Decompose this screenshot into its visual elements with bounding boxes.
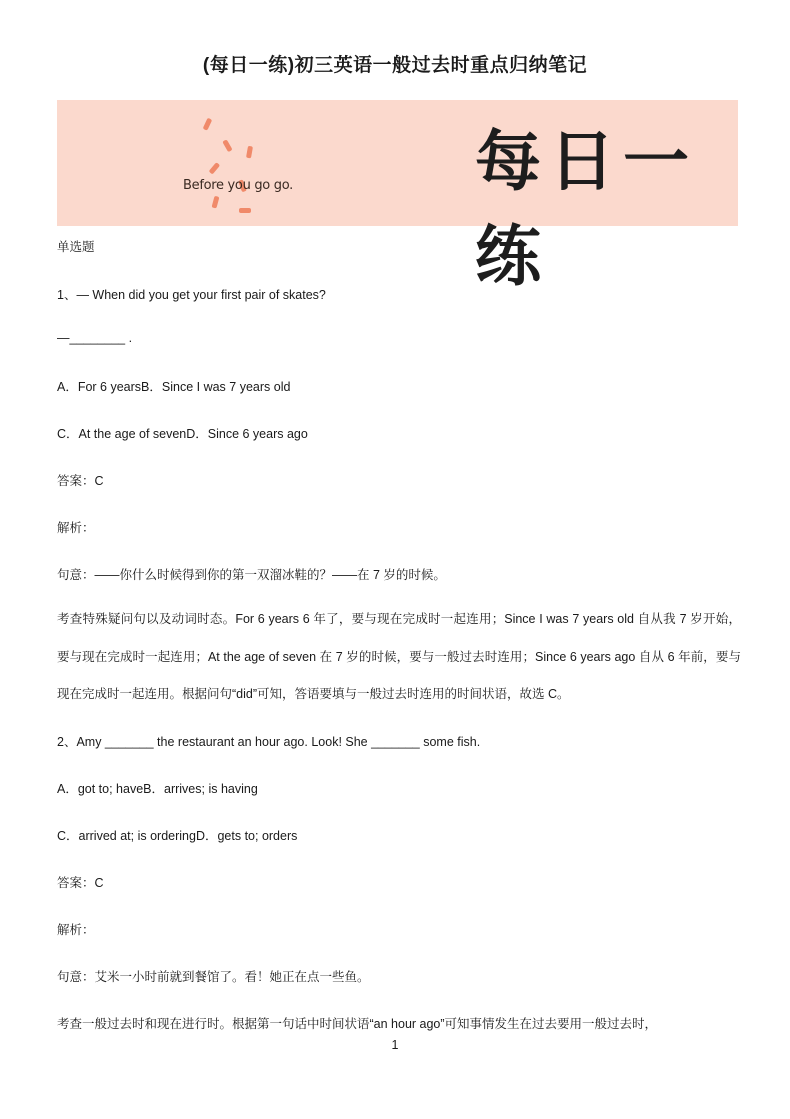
q1-blank: —________ . xyxy=(57,331,133,345)
q1-analysis-label: 解析： xyxy=(57,521,95,535)
q2-meaning: 句意：艾米一小时前就到餐馆了。看！她正在点一些鱼。 xyxy=(57,970,370,984)
q2-explanation: 考查一般过去时和现在进行时。根据第一句话中时间状语“an hour ago”可知事情发生在过去要用一般过去时， xyxy=(57,1017,658,1031)
q2-options-ab: A．got to; haveB．arrives; is having xyxy=(57,782,258,796)
q2-analysis-label: 解析： xyxy=(57,923,95,937)
q1-meaning: 句意：——你什么时候得到你的第一双溜冰鞋的？——在 7 岁的时候。 xyxy=(57,568,446,582)
q2-options-cd: C．arrived at; is orderingD．gets to; orders xyxy=(57,829,298,843)
q1-options-cd: C．At the age of sevenD．Since 6 years ago xyxy=(57,427,308,441)
q1-options-ab: A．For 6 yearsB．Since I was 7 years old xyxy=(57,380,291,394)
q1-explanation: 考查特殊疑问句以及动词时态。For 6 years 6 年了，要与现在完成时一起连用；Since I was 7 years old 自从我 7 岁开始，要与现在完成时一起连用；At the age of seven 在 7 岁的时候，要与一般过去时连用；Since 6 years ago 自从 6 年前，要与现在完成时一起连用。根据问句“did”可知，答语要填与一般过去时连用的时间状语，故选 C。 xyxy=(57,612,741,701)
banner-tagline: Before you go go. xyxy=(183,178,294,193)
banner-brand: 每日一练 xyxy=(475,123,697,295)
page-number: 1 xyxy=(391,1038,399,1052)
q1-answer: 答案：C xyxy=(57,474,104,488)
q2-stem: 2、Amy _______ the restaurant an hour ago. Look! She _______ some fish. xyxy=(57,735,481,749)
page-title: (每日一练)初三英语一般过去时重点归纳笔记 xyxy=(202,55,588,76)
q2-answer: 答案：C xyxy=(57,876,104,890)
section-heading: 单选题 xyxy=(57,240,95,254)
q1-stem: 1、— When did you get your first pair of skates? xyxy=(57,288,326,302)
